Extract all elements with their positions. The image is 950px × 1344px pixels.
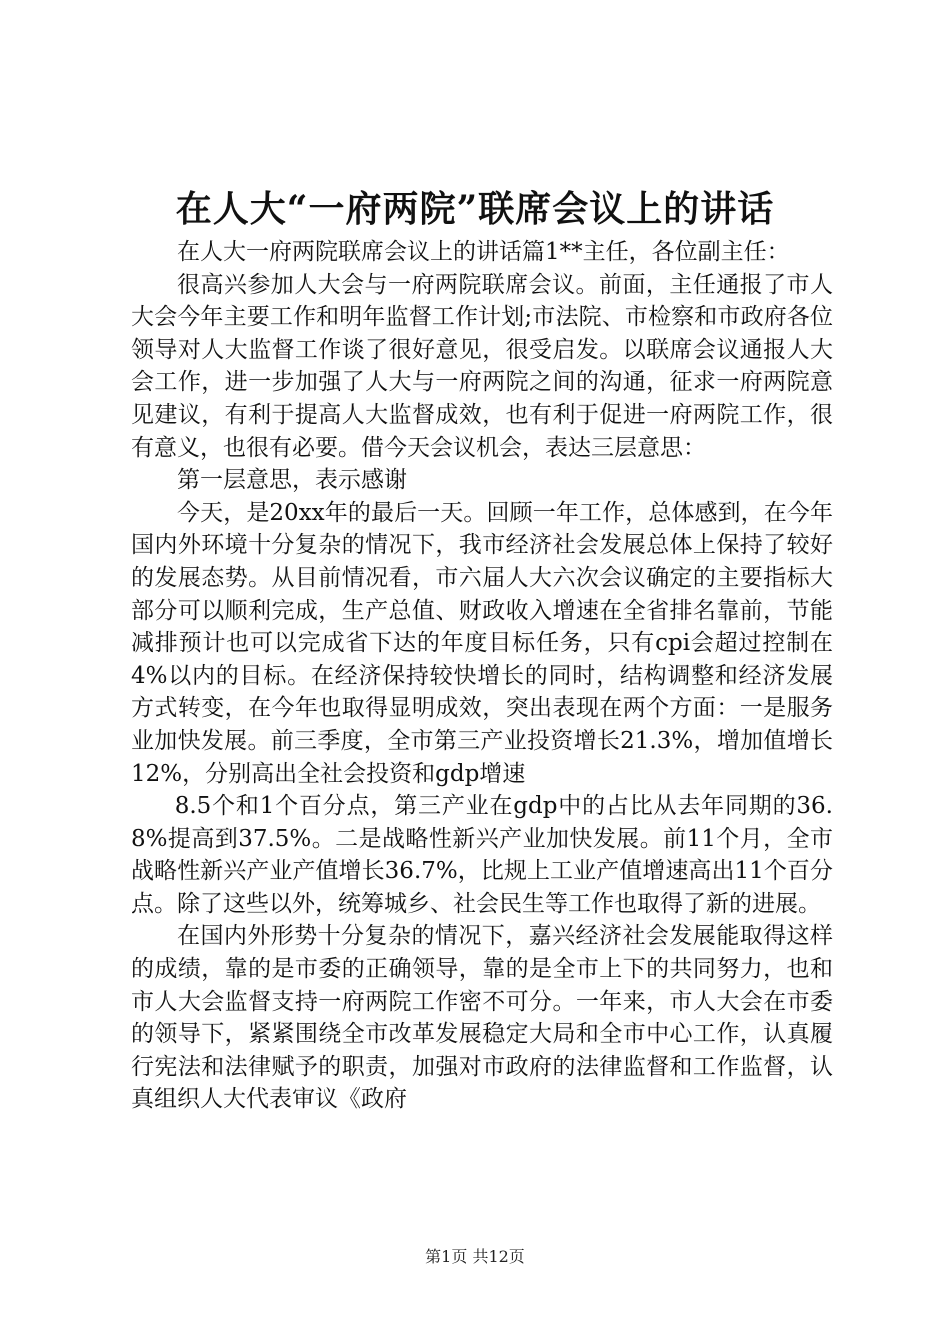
paragraph-statistics: 8.5个和1个百分点，第三产业在gdp中的占比从去年同期的36.8%提高到37.5%。二是战略性新兴产业加快发展。前11个月，全市战略性新兴产业产值增长36.7%，比规上工业产值增速高出11个百分点。除了这些以外，统筹城乡、社会民生等工作也取得了新的进展。	[131, 793, 833, 917]
paragraph-opening: 很高兴参加人大会与一府两院联席会议。前面，主任通报了市人大会今年主要工作和明年监督工作计划;市法院、市检察和市政府各位领导对人大监督工作谈了很好意见，很受启发。以联席会议通报人大会工作，进一步加强了人大与一府两院之间的沟通，征求一府两院意见建议，有利于提高人大监督成效，也有利于促进一府两院工作，很有意义，也很有必要。借今天会议机会，表达三层意思：	[131, 271, 833, 461]
paragraph-review: 今天，是20xx年的最后一天。回顾一年工作，总体感到，在今年国内外环境十分复杂的情况下，我市经济社会发展总体上保持了较好的发展态势。从目前情况看，市六届人大六次会议确定的主要指标大部分可以顺利完成，生产总值、财政收入增速在全省排名靠前，节能减排预计也可以完成省下达的年度目标任务，只有cpi会超过控制在4%以内的目标。在经济保持较快增长的同时，结构调整和经济发展方式转变，在今年也取得显明成效，突出表现在两个方面：一是服务业加快发展。前三季度，全市第三产业投资增长21.3%，增加值增长12%，分别高出全社会投资和gdp增速	[131, 499, 833, 787]
paragraph-greeting: 在人大一府两院联席会议上的讲话篇1**主任，各位副主任：	[177, 239, 790, 265]
document-title: 在人大“一府两院”联席会议上的讲话	[175, 188, 775, 230]
page-footer: 第1页 共12页	[425, 1247, 525, 1266]
paragraph-achievements: 在国内外形势十分复杂的情况下，嘉兴经济社会发展能取得这样的成绩，靠的是市委的正确领导，靠的是全市上下的共同努力，也和市人大会监督支持一府两院工作密不可分。一年来，市人大会在市委的领导下，紧紧围绕全市改革发展稳定大局和全市中心工作，认真履行宪法和法律赋予的职责，加强对市政府的法律监督和工作监督，认真组织人大代表审议《政府	[131, 923, 833, 1113]
document-body	[131, 236, 833, 1116]
paragraph-section-heading: 第一层意思，表示感谢	[177, 467, 407, 494]
